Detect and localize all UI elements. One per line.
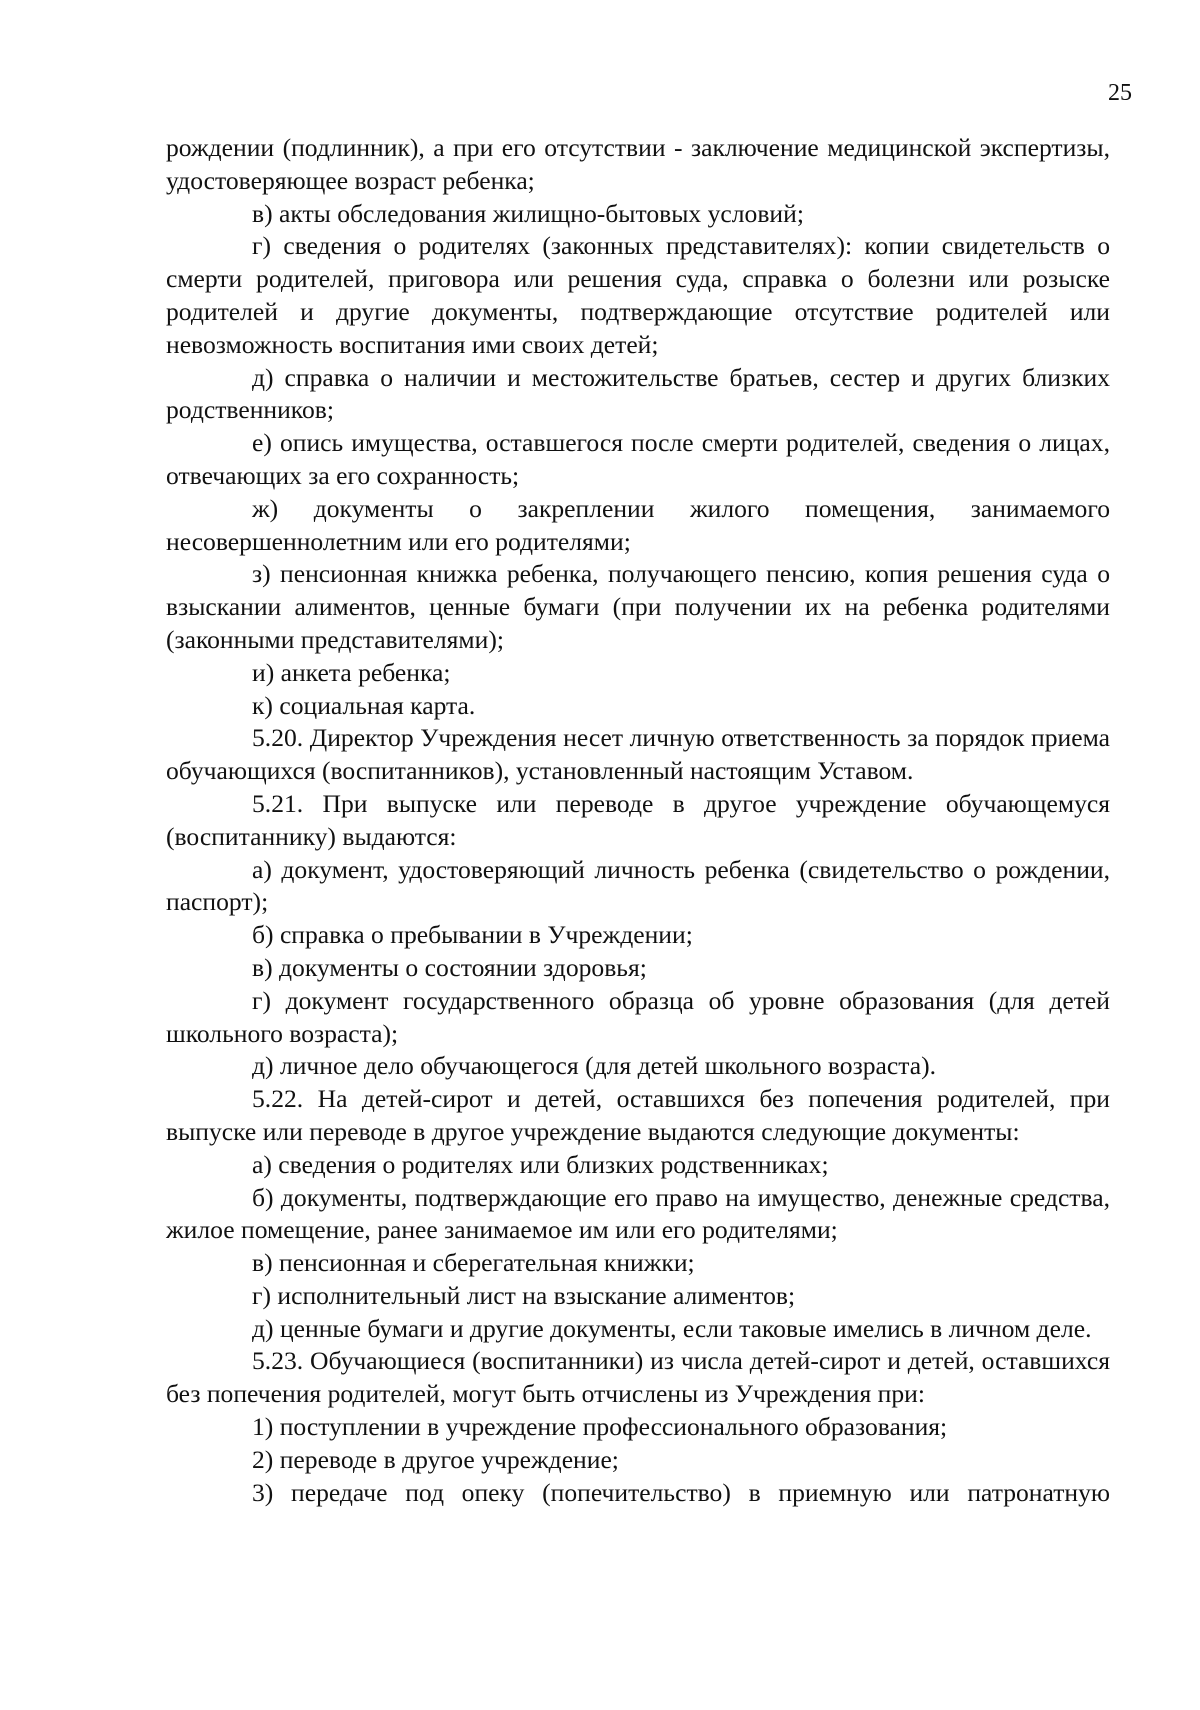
- list-item: и) анкета ребенка;: [252, 657, 451, 687]
- list-item: г) документ государственного образца об уровне образования (для детей школьного возраста);: [166, 985, 1110, 1048]
- clause: 5.21. При выпуске или переводе в другое учреждение обучающемуся (воспитаннику) выдаются:: [166, 788, 1110, 851]
- list-item: б) документы, подтверждающие его право на имущество, денежные средства, жилое помещение, ранее занимаемое им или его родителями;: [166, 1182, 1110, 1245]
- list-item: з) пенсионная книжка ребенка, получающего пенсию, копия решения суда о взыскании алиментов, ценные бумаги (при получении их на ребенка родителями (законными представителями);: [166, 559, 1110, 654]
- list-item: д) справка о наличии и местожительстве братьев, сестер и других близких родственников;: [166, 362, 1110, 425]
- list-item: 3) передаче под опеку (попечительство) в приемную или патронатную: [252, 1477, 1110, 1507]
- list-item: в) пенсионная и сберегательная книжки;: [252, 1248, 695, 1278]
- list-item: а) документ, удостоверяющий личность ребенка (свидетельство о рождении, паспорт);: [166, 854, 1110, 917]
- list-item: д) ценные бумаги и другие документы, если таковые имелись в личном деле.: [252, 1313, 1092, 1343]
- list-item: 2) переводе в другое учреждение;: [252, 1444, 619, 1474]
- list-item: 1) поступлении в учреждение профессионального образования;: [252, 1412, 948, 1442]
- list-item: б) справка о пребывании в Учреждении;: [252, 920, 693, 950]
- list-item: г) исполнительный лист на взыскание алиментов;: [252, 1280, 796, 1310]
- clause: 5.22. На детей-сирот и детей, оставшихся без попечения родителей, при выпуске или переводе в другое учреждение выдаются следующие документы:: [166, 1084, 1110, 1146]
- list-item: ж) документы о закреплении жилого помещения, занимаемого несовершеннолетним или его родителями;: [166, 493, 1110, 556]
- list-item: е) опись имущества, оставшегося после смерти родителей, сведения о лицах, отвечающих за его сохранность;: [166, 428, 1110, 490]
- document-body: [166, 132, 1110, 1509]
- page-number: 25: [1108, 80, 1132, 106]
- clause: 5.23. Обучающиеся (воспитанники) из числа детей-сирот и детей, оставшихся без попечения родителей, могут быть отчислены из Учреждения при:: [166, 1346, 1110, 1409]
- list-item: г) сведения о родителях (законных представителях): копии свидетельств о смерти родителей, приговора или решения суда, справка о болезни или розыске родителей и другие документы, подтверждающие отсутствие родителей или невозможность воспитания ими своих детей;: [166, 231, 1110, 359]
- clause: 5.20. Директор Учреждения несет личную ответственность за порядок приема обучающихся (воспитанников), установленный настоящим Уставом.: [166, 723, 1110, 786]
- paragraph: рождении (подлинник), а при его отсутствии - заключение медицинской экспертизы, удостоверяющее возраст ребенка;: [166, 133, 1110, 195]
- list-item: а) сведения о родителях или близких родственниках;: [252, 1149, 829, 1179]
- list-item: к) социальная карта.: [252, 690, 476, 720]
- list-item: д) личное дело обучающегося (для детей школьного возраста).: [252, 1051, 936, 1081]
- list-item: в) акты обследования жилищно-бытовых условий;: [252, 198, 804, 228]
- list-item: в) документы о состоянии здоровья;: [252, 952, 647, 982]
